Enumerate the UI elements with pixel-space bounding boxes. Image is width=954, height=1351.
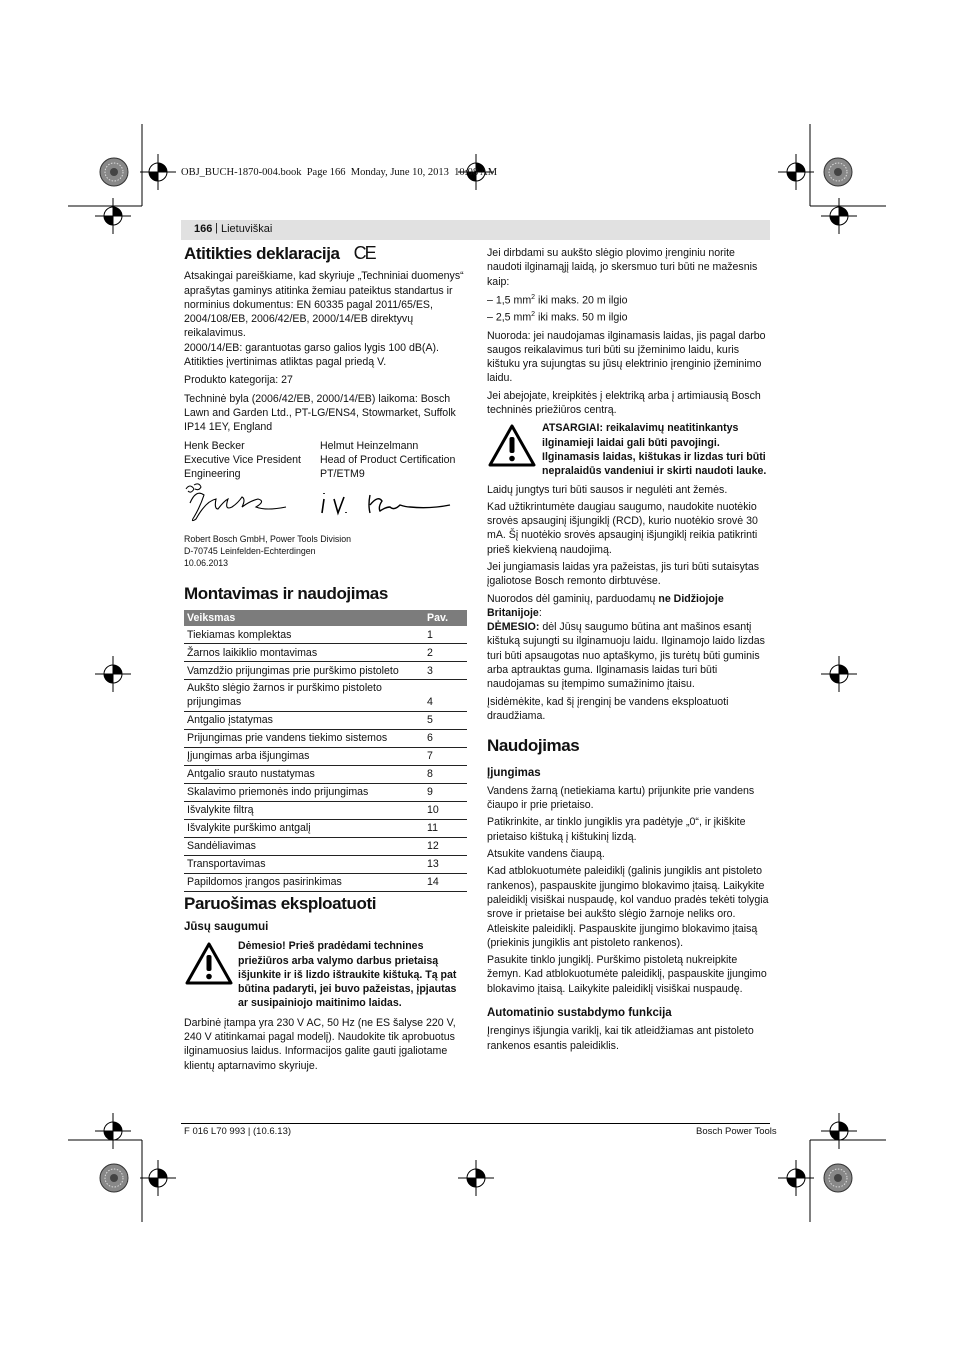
noise-text: 2000/14/EB: garantuotas garso galios lygis 100 dB(A). Atitikties įvertinimas atliktas pagal priedą V. — [184, 341, 439, 369]
step-figure: 4 — [424, 680, 467, 712]
rcd-text: Kad užtikrintumėte daugiau saugumo, naudokite nuotėkio srovės apsauginį išjungiklį (RCD), kurio nuotėkio srovė 30 mA. Šį nuotėkio srovės apsauginį išjungiklį reikia patikrinti prieš kiekvieną naudojimą. — [487, 500, 758, 556]
company-address: Robert Bosch GmbH, Power Tools Division D-70745 Leinfelden-Echterdingen 10.06.2013 — [184, 534, 352, 569]
ce-mark: CE — [353, 243, 375, 263]
step-figure: 7 — [424, 747, 467, 765]
switch-step-4: Kad atblokuotumėte paleidiklį (galinis jungiklis ant pistoleto rankenos), paspauskite įjungimo blokavimo įtaisą. Laikykite paleidiklį visiškai nuspaudę, kol vanduo pradės tekėti tolygia srove ir prietaise bei aukšto slėgio žarnoje neliks oro. Atleiskite paleidiklį. Paspauskite įjungimo blokavimo įtaisą (priekinis jungiklis ant pistoleto rankenos). — [487, 865, 769, 949]
extension-intro: Jei dirbdami su aukšto slėgio plovimo įrenginiu norite naudoti ilginamąjį laidą, jo skersmuo turi būti ne mažesnis kaip: — [487, 247, 758, 288]
step-action: Skalavimo priemonės indo prijungimas — [184, 783, 424, 801]
table-header-row — [184, 610, 467, 626]
technical-file: Techninė byla (2006/42/EB, 2000/14/EB) laikoma: Bosch Lawn and Garden Ltd., PT-LG/ENS4, Stowmarket, Suffolk IP14 1EY, England — [184, 392, 456, 434]
print-header: OBJ_BUCH-1870-004.book Page 166 Monday, June 10, 2013 10:08 AM — [181, 167, 498, 178]
step-action: Įjungimas arba išjungimas — [184, 747, 424, 765]
doubts-text: Jei abejojate, kreipkitės į elektriką arba į artimiausią Bosch techninės priežiūros centrą. — [487, 389, 761, 417]
step-action: Prijungimas prie vandens tiekimo sistemos — [184, 729, 424, 747]
table-row — [184, 765, 467, 783]
voltage-text: Darbinė įtampa yra 230 V AC, 50 Hz (ne ES šalyse 220 V, 240 V atitinkamai pagal modelį). Naudokite tik aprobuotus ilginamuosius laidus. Informacijos galite gauti įgaliotame klientų aptarnavimo skyriuje. — [184, 1016, 456, 1072]
switch-step-2: Patikrinkite, ar tinklo jungiklis yra padėtyje „0“, ir įkiškite prietaiso kištuką į kištukinį lizdą. — [487, 816, 746, 843]
table-row — [184, 680, 467, 712]
step-figure: 12 — [424, 837, 467, 855]
auto-stop-title: Automatinio sustabdymo funkcija — [487, 1007, 672, 1020]
step-figure: 11 — [424, 819, 467, 837]
footer-brand: Bosch Power Tools — [696, 1126, 777, 1137]
step-figure: 3 — [424, 662, 467, 680]
table-row — [184, 747, 467, 765]
column-figure: Pav. — [424, 610, 467, 626]
auto-stop-text: Įrenginys išjungia variklį, kai tik atleidžiamas ant pistoleto rankenos esantis paleidiklis. — [487, 1025, 754, 1052]
column-action: Veiksmas — [184, 610, 424, 626]
step-action: Transportavimas — [184, 855, 424, 873]
step-action: Išvalykite purškimo antgalį — [184, 819, 424, 837]
safety-warning: Dėmesio! Prieš pradėdami technines priežiūros arba valymo darbus prietaisą išjunkite ir iš lizdo ištraukite kištuką. Tą pat būtina padaryti, jei buvo pažeistas, įpjautas ar susipainiojo maitinimo laidas. — [184, 939, 467, 1010]
bullet-2: – 2,5 $mm^2$ iki maks. 50 m ilgio — [487, 310, 628, 324]
left-column — [184, 243, 467, 1076]
switch-step-5: Pasukite tinklo jungiklį. Purškimo pistoletą nukreipkite žemyn. Kad atblokuotumėte paleidiklį, paspauskite įjungimo blokavimo įtaisą. Laikykite paleidiklį visiškai nuspaudę. — [487, 954, 767, 995]
table-row — [184, 855, 467, 873]
step-action: Antgalio srauto nustatymas — [184, 765, 424, 783]
table-row — [184, 783, 467, 801]
step-figure: 2 — [424, 644, 467, 662]
signer-2: Helmut Heinzelmann Head of Product Certification PT/ETM9 — [320, 439, 456, 481]
table-row — [184, 801, 467, 819]
table-row — [184, 662, 467, 680]
language-label: Lietuviškai — [221, 223, 273, 235]
step-action: Išvalykite filtrą — [184, 801, 424, 819]
step-figure: 6 — [424, 729, 467, 747]
step-figure: 10 — [424, 801, 467, 819]
step-action: Sandėliavimas — [184, 837, 424, 855]
step-figure: 1 — [424, 626, 467, 644]
steps-table — [184, 610, 467, 892]
usage-title: Naudojimas — [487, 736, 580, 756]
table-row — [184, 644, 467, 662]
footer-doc-number: F 016 L70 993 | (10.6.13) — [184, 1126, 292, 1137]
uk-note: Nuorodos dėl gaminių, parduodamų ne Didžiojoje Britanijoje: — [487, 592, 724, 619]
table-row — [184, 837, 467, 855]
right-column — [487, 246, 770, 1056]
step-figure: 14 — [424, 873, 467, 891]
table-row — [184, 626, 467, 644]
attention-text: DĖMESIO: dėl Jūsų saugumo būtina ant mašinos esantį kištuką sujungti su ilginamuoju laidu. Ilginamojo laido lizdas turi būti apsaugotas nuo aptaškymo, jis turėtų būti guminis arba aptrauktas guma. Ilginamasis laidas turi būti naudojamas su įtempimo sumažinimo įtaisu. — [487, 621, 765, 691]
declaration-title: Atitikties deklaracija CE — [184, 243, 375, 263]
switch-step-3: Atsukite vandens čiaupą. — [487, 848, 605, 861]
assembly-title: Montavimas ir naudojimas — [184, 584, 388, 604]
page-header-bar — [181, 220, 770, 240]
warning-icon — [184, 941, 234, 987]
switch-on-title: Įjungimas — [487, 766, 541, 779]
header-separator: | — [215, 222, 218, 234]
table-row — [184, 729, 467, 747]
step-action: Aukšto slėgio žarnos ir purškimo pistoleto prijungimas — [184, 680, 424, 712]
table-row — [184, 819, 467, 837]
bullet-1: – 1,5 $mm^2$ iki maks. 20 m ilgio — [487, 293, 628, 307]
dry-connections: Laidų jungtys turi būti sausos ir negulėti ant žemės. — [487, 483, 728, 496]
footer-rule — [181, 1123, 770, 1124]
product-category: Produkto kategorija: 27 — [184, 374, 293, 387]
step-figure: 13 — [424, 855, 467, 873]
preparation-title: Paruošimas eksploatuoti — [184, 893, 377, 913]
step-action: Tiekiamas komplektas — [184, 626, 424, 644]
page-number: 166 — [194, 223, 213, 235]
step-figure: 5 — [424, 711, 467, 729]
warning-icon — [487, 423, 537, 469]
step-action: Papildomos įrangos pasirinkimas — [184, 873, 424, 891]
damaged-cable: Jei jungiamasis laidas yra pažeistas, jis turi būti sutaisytas įgaliotose Bosch remonto dirbtuvėse. — [487, 561, 760, 588]
step-figure: 9 — [424, 783, 467, 801]
ground-note: Nuoroda: jei naudojamas ilginamasis laidas, jis pagal darbo saugos reikalavimus turi būti su įžeminimo laidu, kuris kištuku yra sujungtas su jūsų elektrinio įrenginio įžeminimo laidu. — [487, 329, 766, 385]
switch-step-1: Vandens žarną (netiekiama kartu) prijunkite prie vandens čiaupo ir prie prietaiso. — [487, 784, 755, 812]
table-row — [184, 711, 467, 729]
caution-warning: ATSARGIAI: reikalavimų neatitinkantys ilginamieji laidai gali būti pavojingi. Ilginamasis laidas, kištukas ir lizdas turi būti nepralaidūs vandeniui ir skirti naudoti lauke. — [487, 421, 770, 478]
step-figure: 8 — [424, 765, 467, 783]
step-action: Žarnos laikiklio montavimas — [184, 644, 424, 662]
signer-1: Henk Becker Executive Vice President Engineering — [184, 439, 301, 481]
no-water-note: Įsidėmėkite, kad šį įrenginį be vandens eksploatuoti draudžiama. — [487, 695, 729, 722]
safety-subtitle: Jūsų saugumui — [184, 920, 269, 933]
table-row — [184, 873, 467, 891]
signers — [184, 439, 467, 482]
step-action: Antgalio įstatymas — [184, 711, 424, 729]
step-action: Vamzdžio prijungimas prie purškimo pistoleto — [184, 662, 424, 680]
declaration-text: Atsakingai pareiškiame, kad skyriuje „Techniniai duomenys“ aprašytas gaminys atitinka žemiau pateiktus standartus ir norminius dokumentus: EN 60335 pagal 2011/65/ES, 2004/108/EB, 2006/42/EB, 2000/14/EB direktyvų reikalavimus. — [184, 270, 464, 340]
signatures — [184, 481, 467, 533]
